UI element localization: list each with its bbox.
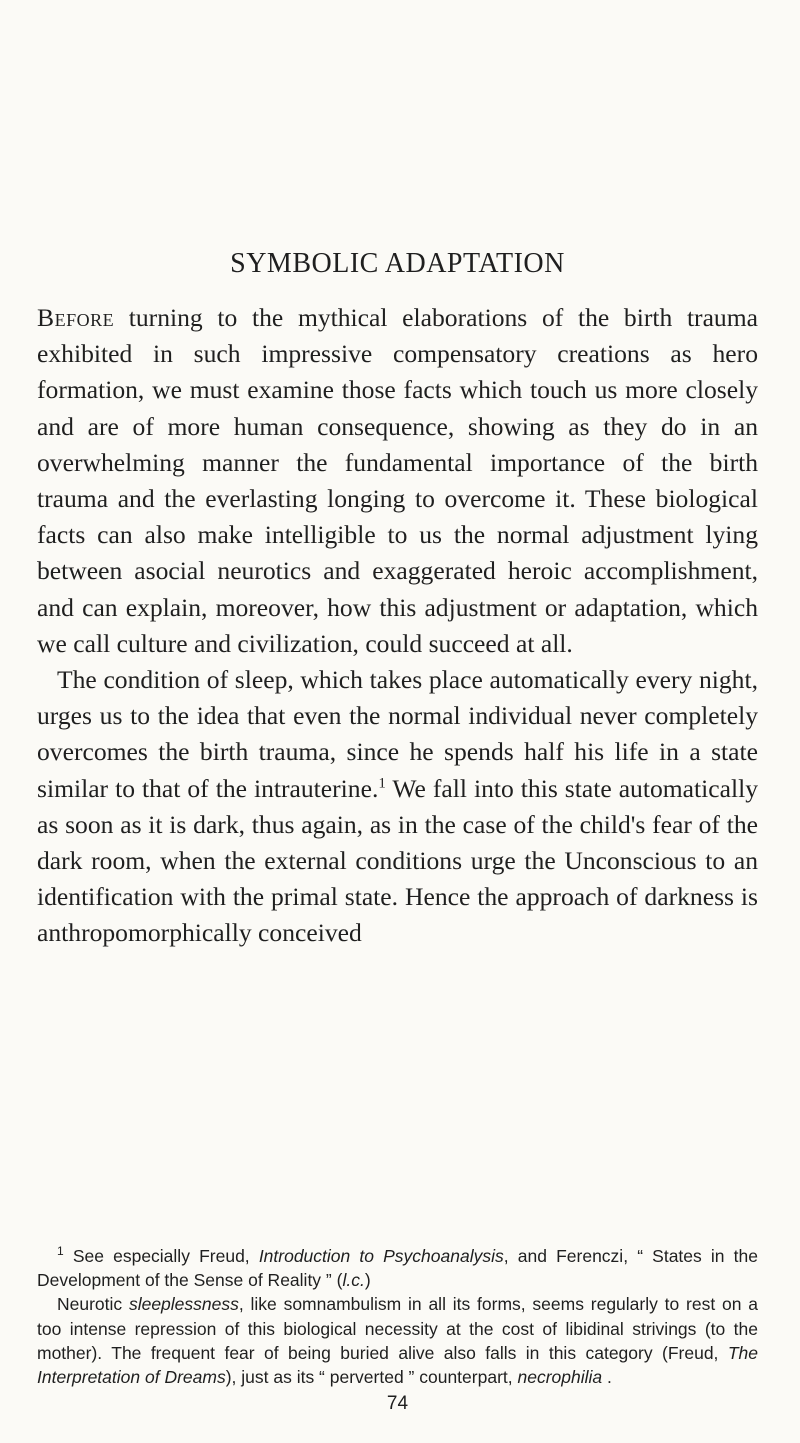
footnote-1 xyxy=(37,1244,758,1292)
paragraph-lead-word: Before xyxy=(37,303,115,332)
paragraph-2 xyxy=(37,662,758,952)
paragraph-2-text-a: The condition of sleep, which takes place automatically every night, urges us to the idea that even the normal individual never completely overcomes the birth trauma, since he spends half his life in a state similar to that of the intrauterine. xyxy=(37,665,758,803)
paragraph-2-text-b: We fall into this state automatically as soon as it is dark, thus again, as in the case of the child's fear of the dark room, when the external conditions urge the Unconscious to an identification with the primal state. Hence the approach of darkness is anthropomorphically conceived xyxy=(37,773,758,948)
footnote-text-b: , and Ferenczi, “ States in the Development of the Sense of Reality ” ( xyxy=(37,1246,758,1291)
footnote-continuation xyxy=(37,1292,758,1389)
footnote-cont-a: Neurotic xyxy=(57,1294,129,1315)
footnote-text-c: ) xyxy=(364,1270,371,1291)
chapter-title: SYMBOLIC ADAPTATION xyxy=(230,248,565,279)
footnote-cont-d: . xyxy=(602,1367,612,1388)
footnote-cont-b: , like somnambulism in all its forms, seems regularly to rest on a too intense repression of this biological necessity at the cost of libidinal strivings (to the mother). The frequent fear of being buried alive also falls in this category (Freud, xyxy=(37,1294,758,1363)
footnote-reference[interactable]: 1 xyxy=(378,775,386,792)
footnote-title-freud: Introduction to Psychoanalysis xyxy=(258,1246,504,1266)
body-text xyxy=(37,300,758,952)
footnote-italic-sleeplessness: sleeplessness xyxy=(128,1294,239,1315)
paragraph-1-text: turning to the mythical elaborations of the birth trauma exhibited in such impressive compensatory creations as hero formation, we must examine those facts which touch us more closely and are of more human consequence, showing as they do in an overwhelming manner the fundamental importance of the birth trauma and the everlasting longing to overcome it. These biological facts can also make intelligible to us the normal adjustment lying between asocial neurotics and exaggerated heroic accomplishment, and can explain, moreover, how this adjustment or adaptation, which we call culture and civilization, could succeed at all. xyxy=(37,303,758,658)
page-number: 74 xyxy=(386,1393,409,1414)
footnote-text-a: See especially Freud, xyxy=(63,1246,259,1266)
footnote-title-dreams: The Interpretation of Dreams xyxy=(37,1342,758,1388)
footnotes xyxy=(37,1244,758,1389)
book-page xyxy=(37,0,758,1443)
footnote-cont-c: ), just as its “ perverted ” counterpart, xyxy=(225,1367,518,1388)
footnote-mark: 1 xyxy=(57,1244,64,1259)
footnote-italic-necrophilia: necrophilia xyxy=(517,1367,603,1388)
paragraph-1 xyxy=(37,300,758,662)
footnote-loc-cit: l.c. xyxy=(342,1270,365,1291)
